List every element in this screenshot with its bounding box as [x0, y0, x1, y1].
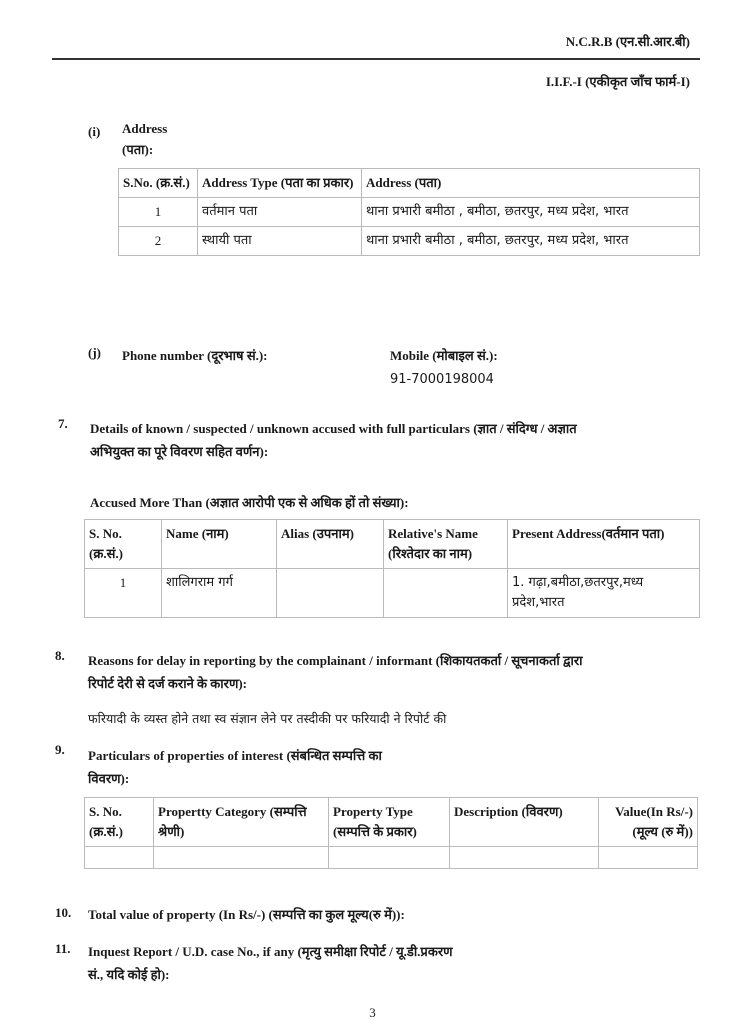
section11-title-line1: Inquest Report / U.D. case No., if any (मृत्यु समीक्षा रिपोर्ट / यू.डी.प्रकरण: [88, 944, 453, 959]
table-header-row: [85, 798, 698, 847]
address-label-en: Address: [122, 121, 168, 136]
empty-cell: [599, 847, 698, 869]
section8-answer: फरियादी के व्यस्त होने तथा स्व संज्ञान लेने पर तस्दीकी पर फरियादी ने रिपोर्ट की: [88, 711, 447, 726]
table-row: [85, 847, 698, 869]
empty-cell: [450, 847, 599, 869]
col-sno: S. No. (क्र.सं.): [85, 520, 162, 569]
mobile-label: Mobile (मोबाइल सं.):: [390, 348, 498, 363]
col-present-address: Present Address(वर्तमान पता): [508, 520, 700, 569]
address-value: थाना प्रभारी बमीठा , बमीठा, छतरपुर, मध्य प्रदेश, भारत: [362, 198, 700, 227]
page-number: 3: [369, 1005, 376, 1020]
section7-title-line2: अभियुक्त का पूरे विवरण सहित वर्णन):: [90, 444, 269, 459]
table-row: [119, 198, 700, 227]
section9-title-line1: Particulars of properties of interest (संबन्धित सम्पत्ति का: [88, 748, 382, 763]
phone-section-number: (j): [88, 345, 101, 360]
col-address: Address (पता): [362, 169, 700, 198]
section8-title-line1: Reasons for delay in reporting by the complainant / informant (शिकायतकर्ता / सूचनाकर्ता द्वारा: [88, 653, 583, 668]
form-header: I.I.F.-I (एकीकृत जाँच फार्म-I): [545, 74, 690, 89]
address-value: थाना प्रभारी बमीठा , बमीठा, छतरपुर, मध्य प्रदेश, भारत: [362, 227, 700, 256]
table-row: [119, 227, 700, 256]
section9-number: 9.: [55, 742, 65, 757]
section10-text: Total value of property (In Rs/-) (सम्पत्ति का कुल मूल्य(रु में)):: [88, 907, 405, 922]
col-property-category: Propertty Category (सम्पत्ति श्रेणी): [154, 798, 329, 847]
empty-cell: [329, 847, 450, 869]
section9-title-line2: विवरण):: [88, 771, 130, 786]
property-table: [84, 797, 698, 869]
section10-number: 10.: [55, 905, 72, 920]
address-sno: 2: [119, 227, 198, 256]
col-value: Value(In Rs/-) (मूल्य (रु में)): [599, 798, 698, 847]
section7-number: 7.: [58, 416, 68, 431]
col-sno: S. No. (क्र.सं.): [85, 798, 154, 847]
header-divider: [52, 58, 700, 60]
col-name: Name (नाम): [162, 520, 277, 569]
col-property-type: Property Type (सम्पत्ति के प्रकार): [329, 798, 450, 847]
phone-label: Phone number (दूरभाष सं.):: [122, 348, 268, 363]
accused-alias: [277, 569, 384, 618]
section11-title-line2: सं., यदि कोई हो):: [88, 967, 170, 982]
accused-sno: 1: [85, 569, 162, 618]
address-table: [118, 168, 700, 256]
col-description: Description (विवरण): [450, 798, 599, 847]
col-sno: S.No. (क्र.सं.): [119, 169, 198, 198]
accused-name: शालिगराम गर्ग: [162, 569, 277, 618]
section7-title-line1: Details of known / suspected / unknown accused with full particulars (ज्ञात / संदिग्ध / अज्ञात: [90, 421, 577, 436]
accused-relative: [384, 569, 508, 618]
section8-number: 8.: [55, 648, 65, 663]
address-label-hi: (पता):: [122, 142, 154, 157]
table-header-row: [119, 169, 700, 198]
accused-more-than-label: Accused More Than (अज्ञात आरोपी एक से अधिक हों तो संख्या):: [90, 495, 409, 510]
col-relative-name: Relative's Name (रिश्तेदार का नाम): [384, 520, 508, 569]
table-header-row: [85, 520, 700, 569]
address-type: वर्तमान पता: [198, 198, 362, 227]
empty-cell: [154, 847, 329, 869]
mobile-value: 91-7000198004: [390, 372, 494, 387]
agency-header: N.C.R.B (एन.सी.आर.बी): [565, 34, 690, 49]
section8-title-line2: रिपोर्ट देरी से दर्ज कराने के कारण):: [88, 676, 248, 691]
address-type: स्थायी पता: [198, 227, 362, 256]
empty-cell: [85, 847, 154, 869]
col-alias: Alias (उपनाम): [277, 520, 384, 569]
address-sno: 1: [119, 198, 198, 227]
section11-number: 11.: [55, 941, 71, 956]
accused-address: 1. गढ़ा,बमीठा,छतरपुर,मध्य प्रदेश,भारत: [508, 569, 700, 618]
address-section-number: (i): [88, 124, 101, 139]
table-row: [85, 569, 700, 618]
accused-table: [84, 519, 700, 618]
col-address-type: Address Type (पता का प्रकार): [198, 169, 362, 198]
